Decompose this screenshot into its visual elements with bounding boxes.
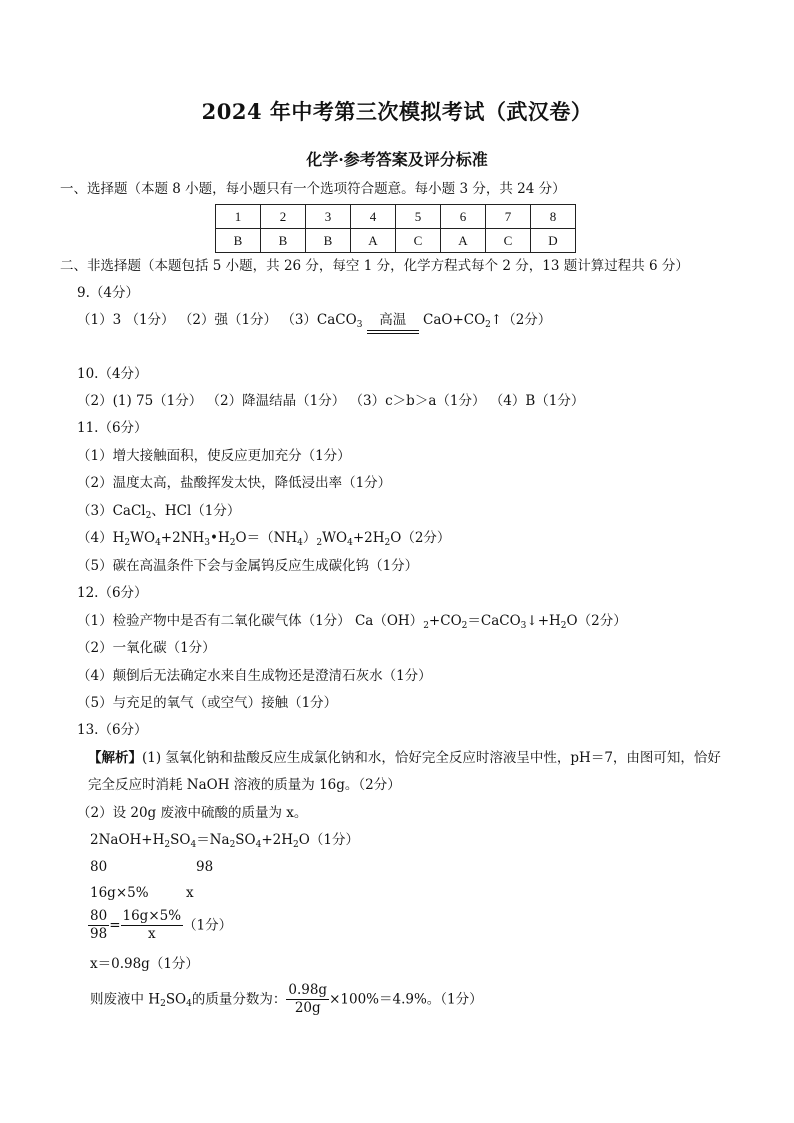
quantity-naoh: 16g×5% [90,885,149,901]
text-span: ） [302,530,317,546]
answer-cell: C [486,229,531,253]
text-span: SO [235,832,256,848]
text-span: 98 [90,926,108,942]
question-number: 2 [261,205,306,229]
page-subtitle: 化学·参考答案及评分标准 [306,150,488,169]
section1-heading: 一、选择题（本题 8 小题，每小题只有一个选项符合题意。每小题 3 分，共 24 分） [60,181,566,197]
q10-label: 10.（4分） [77,366,148,382]
text-span: O（2分） [566,613,627,629]
text-span: WO [322,530,348,546]
text-span: 的质量分数为： [191,991,287,1008]
text-span: ＝Na [196,832,230,848]
text-span: x [147,926,156,942]
text-span: +2H [352,530,385,546]
subscript: 2 [485,320,491,330]
q13-label: 13.（6分） [77,722,148,738]
question-number: 3 [306,205,351,229]
equals-sign [367,330,419,334]
section2-heading: 二、非选择题（本题包括 5 小题，共 26 分，每空 1 分，化学方程式每个 2 分，13 题计算过程共 6 分） [60,258,689,274]
answer-cell: A [441,229,486,253]
subscript: 4 [190,840,197,850]
q12-answer-3: （4）颠倒后无法确定水来自生成物还是澄清石灰水（1分） [77,668,432,684]
subscript: 2 [560,621,567,631]
fraction-mass [286,982,329,1017]
subscript: 4 [186,999,192,1009]
question-number: 4 [351,205,396,229]
text-span: CaO+CO [423,312,486,328]
q12-answer-1 [77,612,627,630]
subscript: 3 [520,621,527,631]
text-span: O（1分） [298,832,359,848]
quantity-x: x [186,885,194,901]
text-span: 0.98g [288,982,328,998]
text-span: +CO [428,613,462,629]
subscript: 2 [160,999,166,1009]
answer-table-number-row [216,205,576,229]
text-span: （1）3 （1分） （2）强（1分） （3）CaCO [77,312,357,328]
text-span: （3）CaCl [77,503,146,519]
text-span: （1分） [183,917,233,934]
text-span: 高温 [379,312,407,328]
text-span: O（2分） [390,530,451,546]
subscript: 2 [316,538,323,548]
proportion-equation: $\frac{80}{98}$ = $\frac{16g\times 5\%}{x}$ （1分） [90,908,233,942]
text-span: WO [130,530,156,546]
subscript: 4 [255,840,262,850]
answer-cell: B [306,229,351,253]
molar-mass-h2so4: 98 [196,859,214,875]
q9-answer-line [77,311,551,329]
text-span: 16g×5% [122,908,182,924]
subscript: 2 [384,538,391,548]
q13-analysis-1 [88,749,721,767]
q11-answer-4-equation [77,529,450,547]
x-result: x＝0.98g（1分） [90,956,199,972]
text-span: ↓+H [526,613,561,629]
fraction-molar [88,908,109,943]
subscript: 2 [229,840,236,850]
text-span: +2H [261,832,294,848]
analysis-tag: 【解析】 [88,750,142,766]
q9-label: 9.（4分） [77,285,139,301]
q12-answer-2: （2）一氧化碳（1分） [77,640,216,656]
text-span: (1) 氢氧化钠和盐酸反应生成氯化钠和水，恰好完全反应时溶液呈中性，pH＝7，由图可知，恰好 [142,750,721,766]
text-span: （1）检验产物中是否有二氧化碳气体（1分） Ca（OH） [77,613,424,629]
q13-assumption: （2）设 20g 废液中硫酸的质量为 x。 [77,805,308,821]
question-number: 5 [396,205,441,229]
fraction-quantity [121,908,184,943]
q11-answer-3 [77,502,240,520]
q10-answer-line: （2）(1) 75（1分） （2）降温结晶（1分） （3）c＞b＞a（1分） （4）B（1分） [77,393,585,409]
answer-cell: A [351,229,396,253]
text-span: ↑（2分） [490,312,552,328]
text-span: 20g [294,1000,321,1016]
text-span: 则废液中 H [90,991,161,1008]
subscript: 4 [297,538,303,548]
text-span: SO [170,832,191,848]
text-span: 、HCl（1分） [151,503,241,519]
subscript: 2 [423,621,429,631]
q13-equation [90,831,359,849]
text-span: 2NaOH+H [90,832,165,848]
text-span: （4）H [77,530,125,546]
subscript: 2 [461,621,468,631]
q12-answer-4: （5）与充足的氧气（或空气）接触（1分） [77,695,338,711]
subscript: 4 [155,538,161,548]
q11-answer-1: （1）增大接触面积，使反应更加充分（1分） [77,448,351,464]
subscript: 2 [164,840,171,850]
answer-table [215,204,576,253]
q11-answer-5: （5）碳在高温条件下会与金属钨反应生成碳化钨（1分） [77,558,419,574]
question-number: 8 [531,205,576,229]
text-span: 80 [90,908,108,924]
text-span: •H [210,530,230,546]
final-answer [90,982,483,1017]
q13-analysis-2: 完全反应时消耗 NaOH 溶液的质量为 16g。（2分） [88,777,401,793]
q11-label: 11.（6分） [77,420,148,436]
subscript: 3 [356,320,363,330]
subscript: 4 [347,538,353,548]
answer-cell: B [216,229,261,253]
text-span: +2NH [160,530,205,546]
subscript: 2 [293,840,299,850]
subscript: 2 [145,511,152,521]
text-span: SO [165,991,187,1008]
question-number: 1 [216,205,261,229]
subscript: 2 [124,538,131,548]
answer-cell: B [261,229,306,253]
text-span: O＝（NH [235,530,298,546]
text-span: ×100%＝4.9%。（1分） [329,991,483,1008]
molar-mass-naoh: 80 [90,859,108,875]
answer-cell: C [396,229,441,253]
page-title: 2024 年中考第三次模拟考试（武汉卷） [201,99,593,124]
text-span: ＝CaCO [467,613,521,629]
subscript: 3 [204,538,211,548]
q11-answer-2: （2）温度太高，盐酸挥发太快，降低浸出率（1分） [77,475,392,491]
question-number: 6 [441,205,486,229]
answer-table-answer-row [216,229,576,253]
question-number: 7 [486,205,531,229]
answer-cell: D [531,229,576,253]
subscript: 2 [229,538,236,548]
reaction-condition [367,311,419,329]
q12-label: 12.（6分） [77,585,148,601]
